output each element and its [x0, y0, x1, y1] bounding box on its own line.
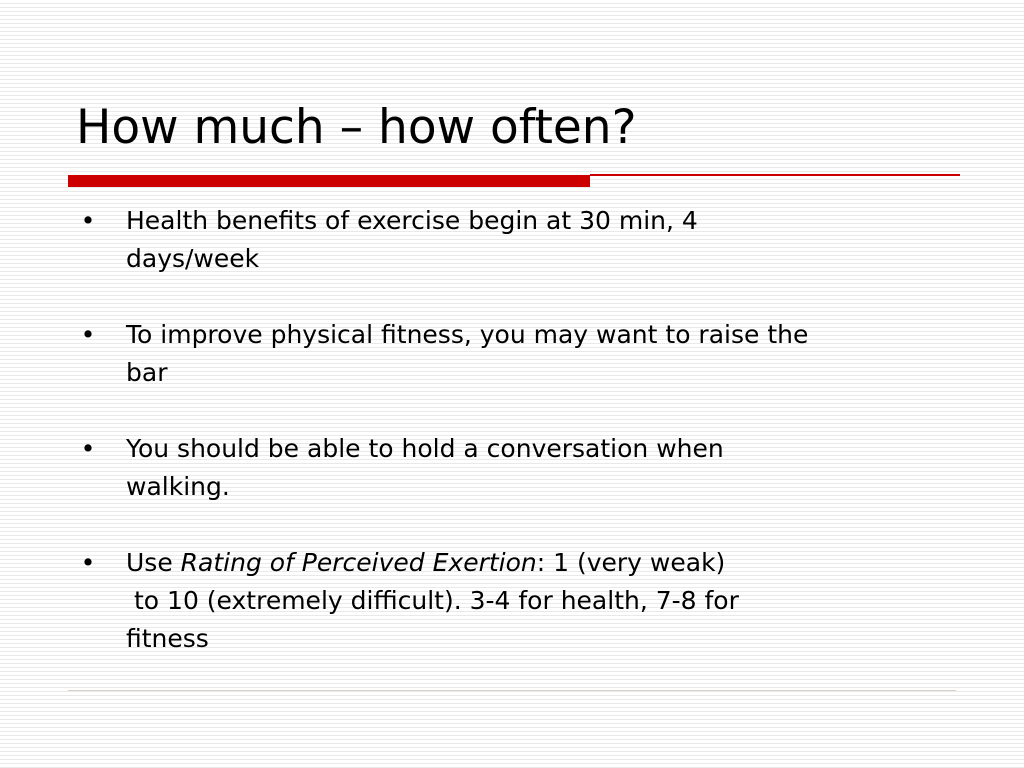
bullet-text-suffix: : 1 (very weak): [536, 548, 726, 577]
slide-title: How much – how often?: [76, 100, 637, 155]
bullet-text-line: Health benefits of exercise begin at 30 min, 4: [126, 206, 698, 235]
bullet-text-prefix: Use: [126, 548, 181, 577]
bullet-icon: •: [80, 320, 96, 349]
bullet-text-line: fitness: [126, 624, 209, 653]
bullet-item-perceived-exertion: [78, 544, 958, 658]
bullet-icon: •: [80, 434, 96, 463]
bullet-item-conversation: [78, 430, 958, 506]
bullet-text-line: walking.: [126, 472, 230, 501]
bullet-list: [78, 202, 958, 696]
title-underline-thick: [68, 175, 590, 187]
bullet-text-line: to 10 (extremely difficult). 3-4 for health, 7-8 for: [134, 586, 739, 615]
bullet-text-line: days/week: [126, 244, 260, 273]
title-underline-thin: [590, 174, 960, 176]
bullet-item-physical-fitness: [78, 316, 958, 392]
bullet-text-line: [126, 544, 958, 582]
bullet-item-health-benefits: [78, 202, 958, 278]
bullet-text-line: bar: [126, 358, 168, 387]
bullet-text-line: You should be able to hold a conversation when: [126, 434, 724, 463]
footer-divider: [68, 690, 956, 691]
bullet-icon: •: [80, 548, 96, 577]
bullet-text-emphasis: Rating of Perceived Exertion: [180, 548, 537, 577]
bullet-icon: •: [80, 206, 96, 235]
bullet-text-line: To improve physical fitness, you may want to raise the: [126, 320, 809, 349]
title-underline: [68, 174, 960, 187]
